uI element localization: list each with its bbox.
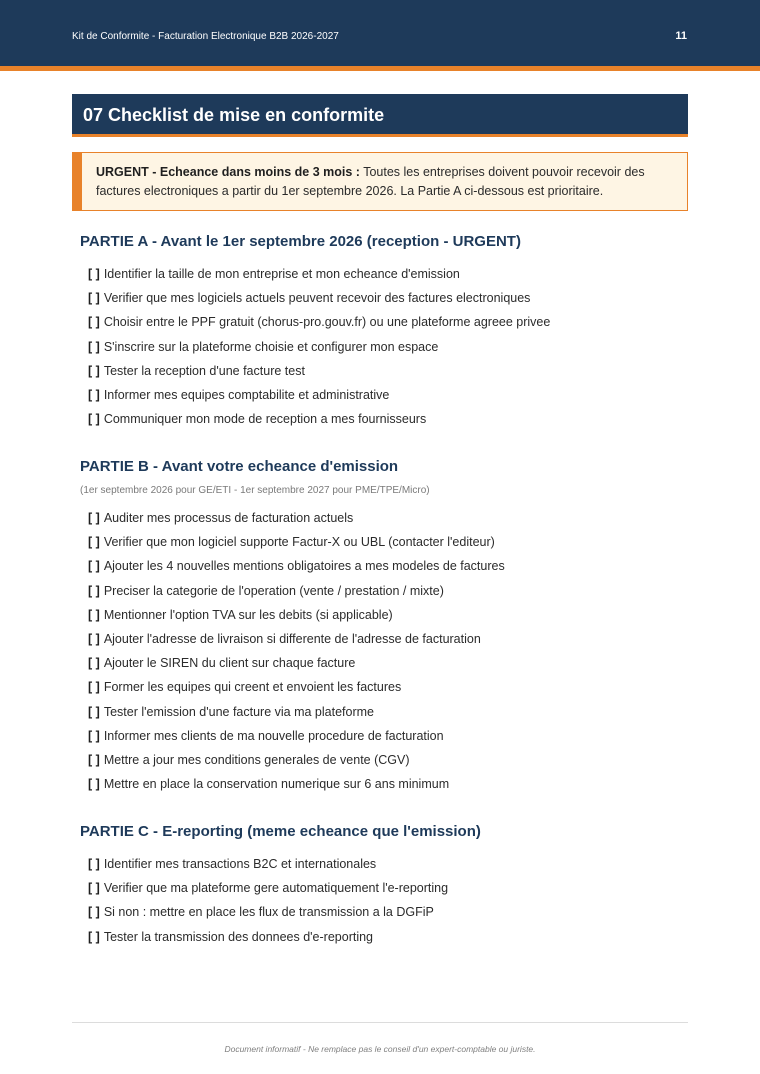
checklist-item — [88, 904, 448, 928]
checklist-item-label: Tester la transmission des donnees d'e-reporting — [103, 929, 374, 944]
checklist-item — [88, 704, 505, 728]
part-c-title: PARTIE C - E-reporting (meme echeance que l'emission) — [80, 823, 481, 840]
checklist-item — [88, 655, 505, 679]
checkbox-marker: [ ] — [88, 339, 100, 354]
checkbox-marker: [ ] — [88, 929, 100, 944]
checklist-item-label: Tester l'emission d'une facture via ma plateforme — [103, 704, 374, 719]
part-b-checklist — [88, 510, 505, 800]
footer-disclaimer: Document informatif - Ne remplace pas le conseil d'un expert-comptable ou juriste. — [224, 1044, 536, 1054]
checkbox-marker: [ ] — [88, 857, 100, 871]
checklist-item — [88, 534, 505, 558]
part-b-title: PARTIE B - Avant votre echeance d'emission — [80, 458, 399, 475]
checklist-item-label: Identifier la taille de mon entreprise et mon echeance d'emission — [103, 267, 460, 281]
checkbox-marker: [ ] — [88, 881, 100, 896]
checklist-item-label: Ajouter les 4 nouvelles mentions obligatoires a mes modeles de factures — [103, 559, 505, 574]
checklist-item — [88, 314, 550, 338]
checklist-item — [88, 558, 505, 582]
checkbox-marker: [ ] — [88, 752, 100, 767]
page-header — [0, 0, 760, 71]
checklist-item — [88, 510, 505, 534]
checkbox-marker: [ ] — [88, 267, 100, 281]
checklist-item — [88, 583, 505, 607]
checklist-item-label: Mettre en place la conservation numerique sur 6 ans minimum — [103, 777, 450, 792]
checklist-item-label: Ajouter l'adresse de livraison si differente de l'adresse de facturation — [103, 631, 481, 646]
checklist-item — [88, 387, 550, 411]
checkbox-marker: [ ] — [88, 412, 100, 427]
checklist-item-label: Verifier que ma plateforme gere automatiquement l'e-reporting — [103, 881, 449, 896]
checklist-item-label: Former les equipes qui creent et envoient les factures — [103, 680, 402, 695]
part-a-title: PARTIE A - Avant le 1er septembre 2026 (reception - URGENT) — [80, 233, 521, 250]
checkbox-marker: [ ] — [88, 905, 100, 920]
checklist-item-label: S'inscrire sur la plateforme choisie et configurer mon espace — [103, 339, 439, 354]
checklist-item — [88, 929, 448, 953]
checklist-item-label: Tester la reception d'une facture test — [103, 363, 305, 378]
checklist-item — [88, 880, 448, 904]
urgent-callout — [72, 152, 688, 211]
urgent-text: Toutes les entreprises doivent pouvoir recevoir des factures electroniques a partir du 1er septembre 2026. La Partie A ci-dessous est prioritaire. — [96, 165, 645, 198]
part-c-checklist — [88, 856, 448, 953]
checklist-item-label: Informer mes clients de ma nouvelle procedure de facturation — [103, 728, 444, 743]
checklist-item — [88, 290, 550, 314]
checkbox-marker: [ ] — [88, 583, 100, 598]
checklist-item-label: Verifier que mes logiciels actuels peuvent recevoir des factures electroniques — [103, 291, 531, 306]
document-title: Kit de Conformite - Facturation Electronique B2B 2026-2027 — [72, 31, 339, 42]
checklist-item-label: Verifier que mon logiciel supporte Factur-X ou UBL (contacter l'editeur) — [103, 535, 495, 550]
checkbox-marker: [ ] — [88, 607, 100, 622]
checkbox-marker: [ ] — [88, 631, 100, 646]
checkbox-marker: [ ] — [88, 291, 100, 306]
checkbox-marker: [ ] — [88, 704, 100, 719]
checklist-item — [88, 776, 505, 800]
checklist-item — [88, 266, 550, 290]
checklist-item — [88, 339, 550, 363]
checklist-item-label: Si non : mettre en place les flux de transmission a la DGFiP — [103, 905, 434, 920]
checkbox-marker: [ ] — [88, 728, 100, 743]
checklist-item-label: Preciser la categorie de l'operation (vente / prestation / mixte) — [103, 583, 444, 598]
checkbox-marker: [ ] — [88, 315, 100, 330]
checklist-item — [88, 856, 448, 880]
checkbox-marker: [ ] — [88, 559, 100, 574]
checklist-item-label: Choisir entre le PPF gratuit (chorus-pro.gouv.fr) ou une plateforme agreee privee — [103, 315, 551, 330]
checkbox-marker: [ ] — [88, 363, 100, 378]
page-number: 11 — [675, 30, 687, 42]
checkbox-marker: [ ] — [88, 387, 100, 402]
checkbox-marker: [ ] — [88, 680, 100, 695]
part-b-subtitle: (1er septembre 2026 pour GE/ETI - 1er septembre 2027 pour PME/TPE/Micro) — [80, 485, 430, 496]
checklist-item — [88, 679, 505, 703]
checklist-item-label: Ajouter le SIREN du client sur chaque facture — [103, 656, 356, 671]
checkbox-marker: [ ] — [88, 777, 100, 792]
checkbox-marker: [ ] — [88, 656, 100, 671]
checkbox-marker: [ ] — [88, 511, 100, 525]
section-header — [72, 94, 688, 137]
checklist-item-label: Mentionner l'option TVA sur les debits (si applicable) — [103, 607, 393, 622]
checklist-item — [88, 752, 505, 776]
checkbox-marker: [ ] — [88, 535, 100, 550]
checklist-item-label: Communiquer mon mode de reception a mes fournisseurs — [103, 412, 427, 427]
checklist-item-label: Mettre a jour mes conditions generales de vente (CGV) — [103, 752, 410, 767]
checklist-item — [88, 728, 505, 752]
checklist-item-label: Auditer mes processus de facturation actuels — [103, 511, 354, 525]
checklist-item-label: Informer mes equipes comptabilite et administrative — [103, 387, 390, 402]
checklist-item — [88, 607, 505, 631]
checklist-item — [88, 411, 550, 435]
footer-divider — [72, 1022, 688, 1023]
section-title: 07 Checklist de mise en conformite — [83, 105, 385, 125]
checklist-item-label: Identifier mes transactions B2C et internationales — [103, 857, 377, 871]
part-a-checklist — [88, 266, 550, 435]
urgent-label: URGENT - Echeance dans moins de 3 mois : — [96, 165, 360, 179]
checklist-item — [88, 631, 505, 655]
checklist-item — [88, 363, 550, 387]
